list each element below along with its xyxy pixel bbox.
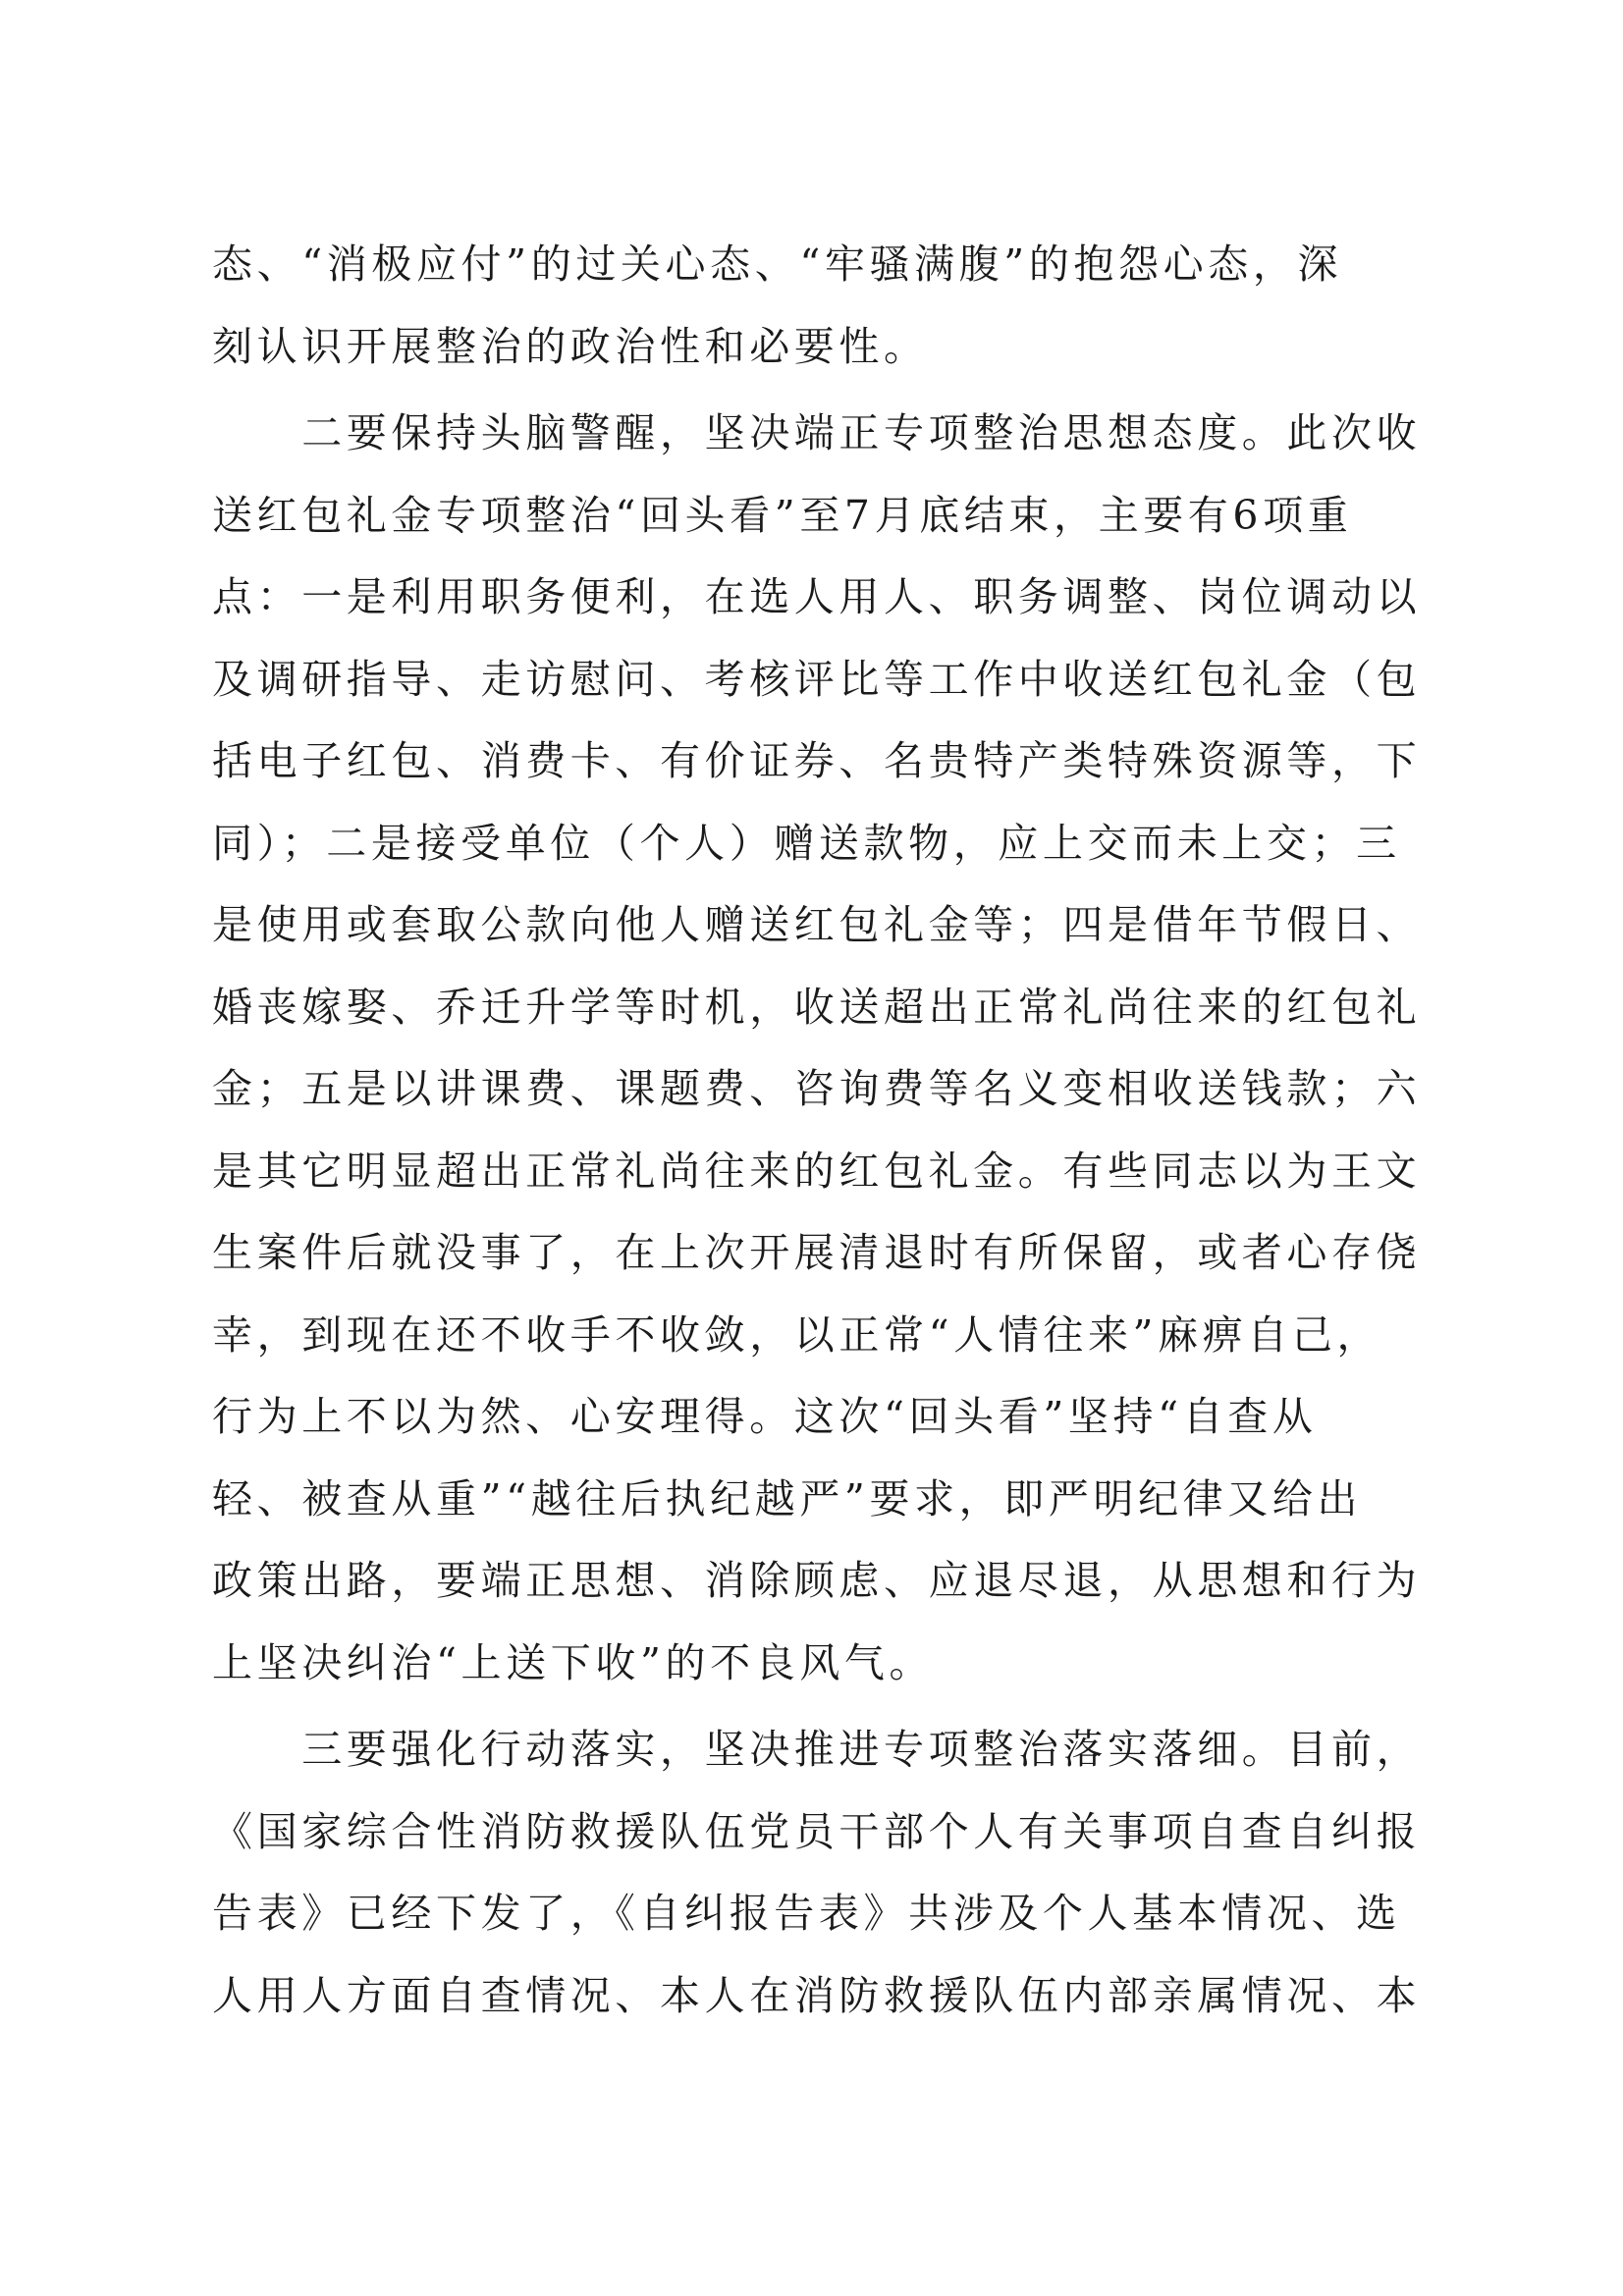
paragraph-2-start: 二要保持头脑警醒，坚决端正专项整治思想态度。此次收 [212,409,1422,456]
text-line: 点：一是利用职务便利，在选人用人、职务调整、岗位调动以 [212,573,1422,620]
text-line: 轻、被查从重”“越往后执纪越严”要求，即严明纪律又给出 [212,1474,1363,1522]
text-line: 金；五是以讲课费、课题费、咨询费等名义变相收送钱款；六 [212,1065,1422,1112]
text-line: 及调研指导、走访慰问、考核评比等工作中收送红包礼金（包 [212,655,1422,703]
text-line: 是使用或套取公款向他人赠送红包礼金等；四是借年节假日、 [212,901,1422,948]
text-line: 生案件后就没事了，在上次开展清退时有所保留，或者心存侥 [212,1229,1422,1276]
text-line: 是其它明显超出正常礼尚往来的红包礼金。有些同志以为王文 [212,1147,1422,1195]
text-line: 人用人方面自查情况、本人在消防救援队伍内部亲属情况、本 [212,1971,1422,2019]
paragraph-3-start: 三要强化行动落实，坚决推进专项整治落实落细。目前， [212,1726,1422,1773]
text-line: 同）；二是接受单位（个人）赠送款物，应上交而未上交；三 [212,819,1401,867]
text-line: 政策出路，要端正思想、消除顾虑、应退尽退，从思想和行为 [212,1557,1422,1604]
text-line: 婚丧嫁娶、乔迁升学等时机，收送超出正常礼尚往来的红包礼 [212,983,1422,1031]
text-line: 送红包礼金专项整治“回头看”至7月底结束，主要有6项重 [212,491,1353,539]
text-line: 行为上不以为然、心安理得。这次“回头看”坚持“自查从 [212,1393,1318,1440]
text-line: 幸，到现在还不收手不收敛，以正常“人情往来”麻痹自己， [212,1310,1382,1359]
body-text [212,224,1422,2037]
text-line: 《国家综合性消防救援队伍党员干部个人有关事项自查自纠报 [212,1807,1422,1855]
text-line: 上坚决纠治“上送下收”的不良风气。 [212,1638,935,1686]
text-line: 态、“消极应付”的过关心态、“牢骚满腹”的抱怨心态，深 [212,240,1343,288]
text-line: 括电子红包、消费卡、有价证券、名贵特产类特殊资源等，下 [212,737,1422,784]
text-line: 刻认识开展整治的政治性和必要性。 [212,322,929,370]
text-line: 告表》已经下发了，《自纠报告表》共涉及个人基本情况、选 [212,1890,1401,1937]
